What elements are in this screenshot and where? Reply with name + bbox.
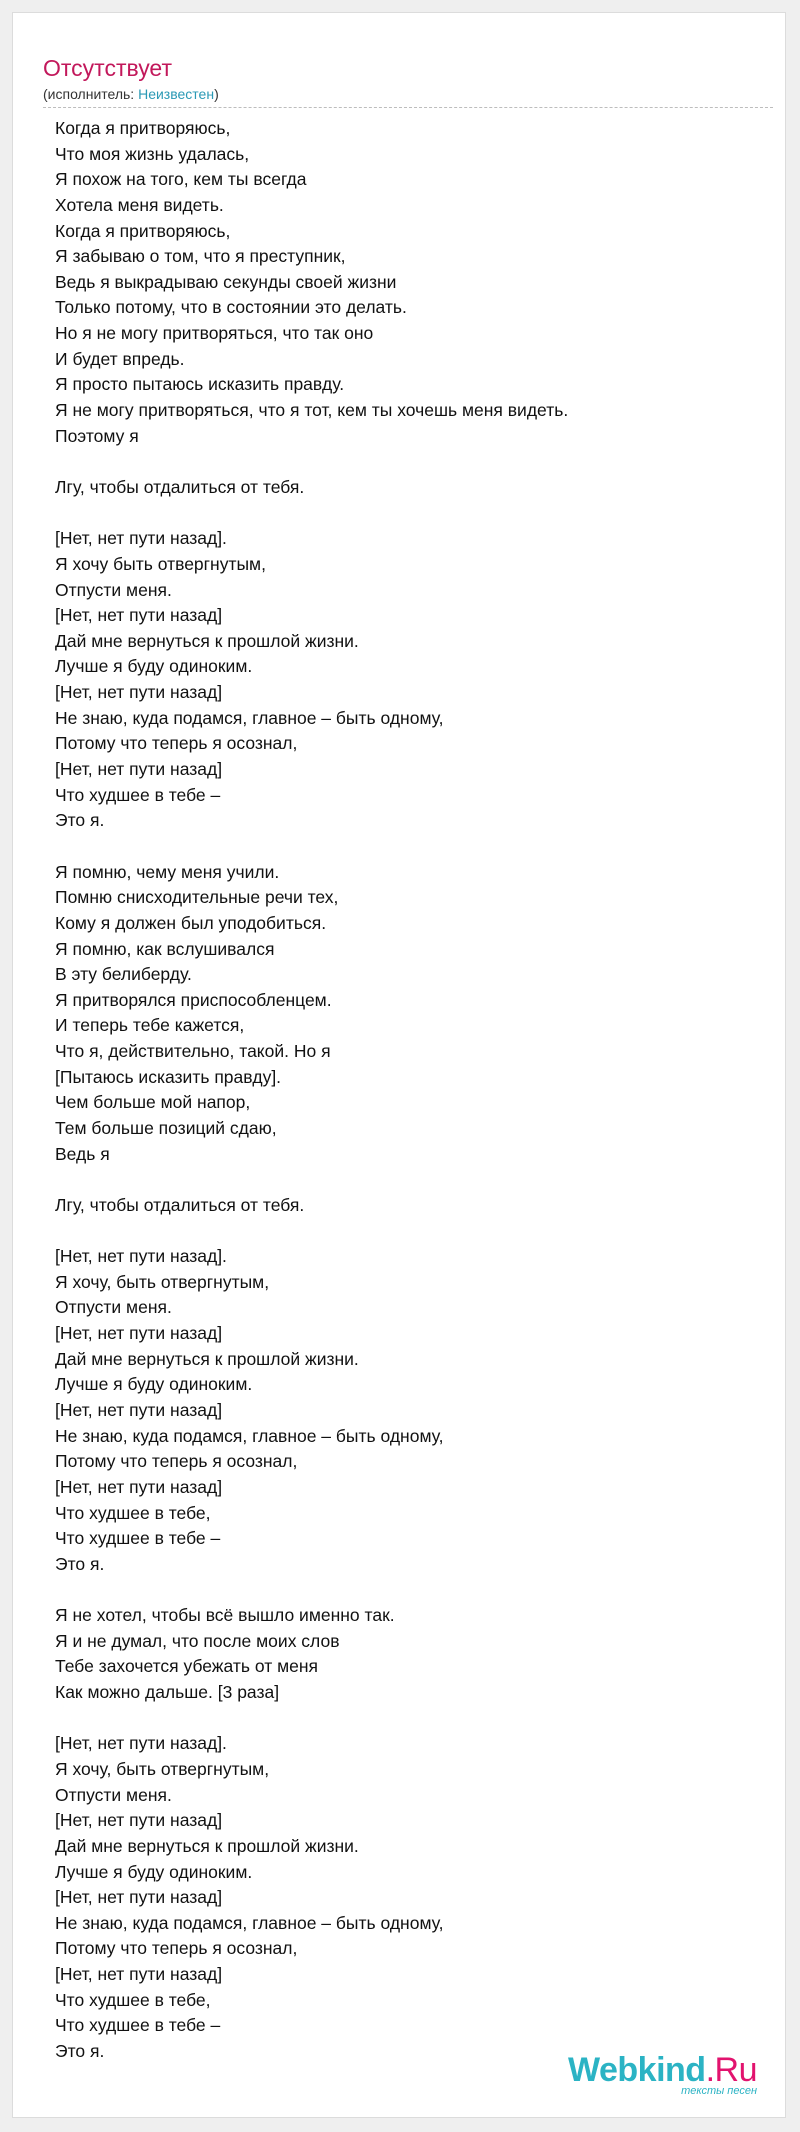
- lyric-line: Я просто пытаюсь исказить правду.: [55, 374, 345, 395]
- lyric-line: [55, 449, 775, 475]
- lyric-line: Я хочу, быть отвергнутым,: [55, 1759, 270, 1779]
- lyric-line: [Нет, нет пути назад]: [55, 759, 223, 780]
- lyric-line: Ведь я: [55, 1143, 110, 1164]
- artist-suffix: ): [214, 86, 219, 102]
- lyric-line: [55, 1167, 775, 1193]
- lyric-line: Это я.: [55, 1553, 105, 1574]
- lyric-line: [55, 1706, 775, 1732]
- lyric-line: [Нет, нет пути назад]: [55, 682, 223, 703]
- lyric-line: Я не хотел, чтобы всё вышло именно так.: [55, 1605, 395, 1626]
- artist-line: [43, 85, 219, 103]
- lyric-line: [Нет, нет пути назад].: [55, 528, 227, 549]
- lyric-line: [Нет, нет пути назад].: [55, 1246, 227, 1267]
- lyric-line: [55, 501, 775, 527]
- lyric-line: [Нет, нет пути назад]: [55, 1323, 223, 1344]
- lyric-line: Что я, действительно, такой. Но я: [55, 1041, 331, 1062]
- lyric-line: Отпусти меня.: [55, 1297, 172, 1318]
- lyric-line: Это я.: [55, 810, 105, 831]
- lyric-line: [Нет, нет пути назад]: [55, 605, 223, 626]
- lyric-line: Отпусти меня.: [55, 579, 172, 600]
- lyric-line: И будет впредь.: [55, 348, 185, 369]
- lyric-line: Только потому, что в состоянии это делать.: [55, 297, 407, 318]
- lyric-line: [Нет, нет пути назад]: [55, 1887, 223, 1908]
- lyric-line: Дай мне вернуться к прошлой жизни.: [55, 1348, 359, 1369]
- song-title: Отсутствует: [43, 55, 172, 81]
- lyric-line: Я и не думал, что после моих слов: [55, 1630, 340, 1651]
- lyric-line: Потому что теперь я осознал,: [55, 1451, 298, 1472]
- logo-tagline: тексты песен: [681, 2085, 757, 2097]
- lyric-line: Я помню, чему меня учили.: [55, 861, 280, 882]
- lyric-line: [55, 1219, 775, 1245]
- lyric-line: Я похож на того, кем ты всегда: [55, 169, 307, 190]
- lyric-line: Что моя жизнь удалась,: [55, 143, 250, 164]
- lyric-line: Кому я должен был уподобиться.: [55, 912, 327, 933]
- lyric-line: [Нет, нет пути назад]: [55, 1810, 223, 1831]
- lyric-line: Лгу, чтобы отдалиться от тебя.: [55, 476, 305, 497]
- logo-tld: .Ru: [705, 2051, 757, 2089]
- lyric-line: Я не могу притворяться, что я тот, кем ты хочешь меня видеть.: [55, 400, 569, 421]
- lyric-line: Потому что теперь я осознал,: [55, 733, 298, 754]
- lyric-line: Тем больше позиций сдаю,: [55, 1117, 277, 1138]
- lyrics-card: [12, 12, 786, 2118]
- lyric-line: Я притворялся приспособленцем.: [55, 989, 332, 1010]
- lyric-line: Когда я притворяюсь,: [55, 118, 231, 138]
- artist-link[interactable]: Неизвестен: [138, 86, 215, 102]
- lyric-line: Не знаю, куда подамся, главное – быть одному,: [55, 707, 444, 728]
- lyric-line: Ведь я выкрадываю секунды своей жизни: [55, 271, 397, 292]
- lyric-line: [Нет, нет пути назад]: [55, 1400, 223, 1421]
- lyric-line: Как можно дальше. [3 раза]: [55, 1682, 280, 1703]
- title-divider: [43, 107, 773, 108]
- lyric-line: [55, 1578, 775, 1604]
- lyric-line: Тебе захочется убежать от меня: [55, 1656, 318, 1677]
- lyric-line: И теперь тебе кажется,: [55, 1015, 245, 1036]
- lyric-line: [Пытаюсь исказить правду].: [55, 1066, 282, 1087]
- lyric-line: Дай мне вернуться к прошлой жизни.: [55, 630, 359, 651]
- lyric-line: Поэтому я: [55, 425, 139, 446]
- lyric-line: Что худшее в тебе –: [55, 2015, 221, 2036]
- lyric-line: Что худшее в тебе –: [55, 1528, 221, 1549]
- lyric-line: Что худшее в тебе,: [55, 1502, 211, 1523]
- lyric-line: Отпусти меня.: [55, 1784, 172, 1805]
- lyric-line: Хотела меня видеть.: [55, 194, 224, 215]
- site-logo[interactable]: [568, 2052, 757, 2097]
- lyric-line: [Нет, нет пути назад]: [55, 1964, 223, 1985]
- lyric-line: Когда я притворяюсь,: [55, 220, 231, 241]
- lyric-line: [Нет, нет пути назад].: [55, 1733, 227, 1754]
- lyric-line: Я помню, как вслушивался: [55, 938, 275, 959]
- lyric-line: Я хочу быть отвергнутым,: [55, 553, 266, 574]
- lyric-line: Чем больше мой напор,: [55, 1092, 251, 1113]
- lyric-line: Потому что теперь я осознал,: [55, 1938, 298, 1959]
- lyric-line: Лучше я буду одиноким.: [55, 656, 253, 677]
- lyric-line: Лгу, чтобы отдалиться от тебя.: [55, 1194, 305, 1215]
- artist-prefix: (исполнитель:: [43, 86, 139, 102]
- lyric-line: В эту белиберду.: [55, 964, 192, 985]
- lyric-line: Лучше я буду одиноким.: [55, 1374, 253, 1395]
- lyric-line: Но я не могу притворяться, что так оно: [55, 323, 374, 344]
- lyric-line: Лучше я буду одиноким.: [55, 1861, 253, 1882]
- lyric-line: Дай мне вернуться к прошлой жизни.: [55, 1835, 359, 1856]
- lyric-line: Не знаю, куда подамся, главное – быть одному,: [55, 1912, 444, 1933]
- lyric-line: Что худшее в тебе,: [55, 1989, 211, 2010]
- lyric-line: Помню снисходительные речи тех,: [55, 887, 339, 908]
- logo-wordmark: Webkind: [568, 2051, 706, 2089]
- lyric-line: Это я.: [55, 2041, 105, 2062]
- lyrics-text: [55, 116, 775, 2065]
- lyric-line: Что худшее в тебе –: [55, 784, 221, 805]
- lyric-line: Не знаю, куда подамся, главное – быть одному,: [55, 1425, 444, 1446]
- lyric-line: Я забываю о том, что я преступник,: [55, 246, 346, 267]
- lyric-line: [55, 834, 775, 860]
- lyric-line: Я хочу, быть отвергнутым,: [55, 1271, 270, 1292]
- lyric-line: [Нет, нет пути назад]: [55, 1476, 223, 1497]
